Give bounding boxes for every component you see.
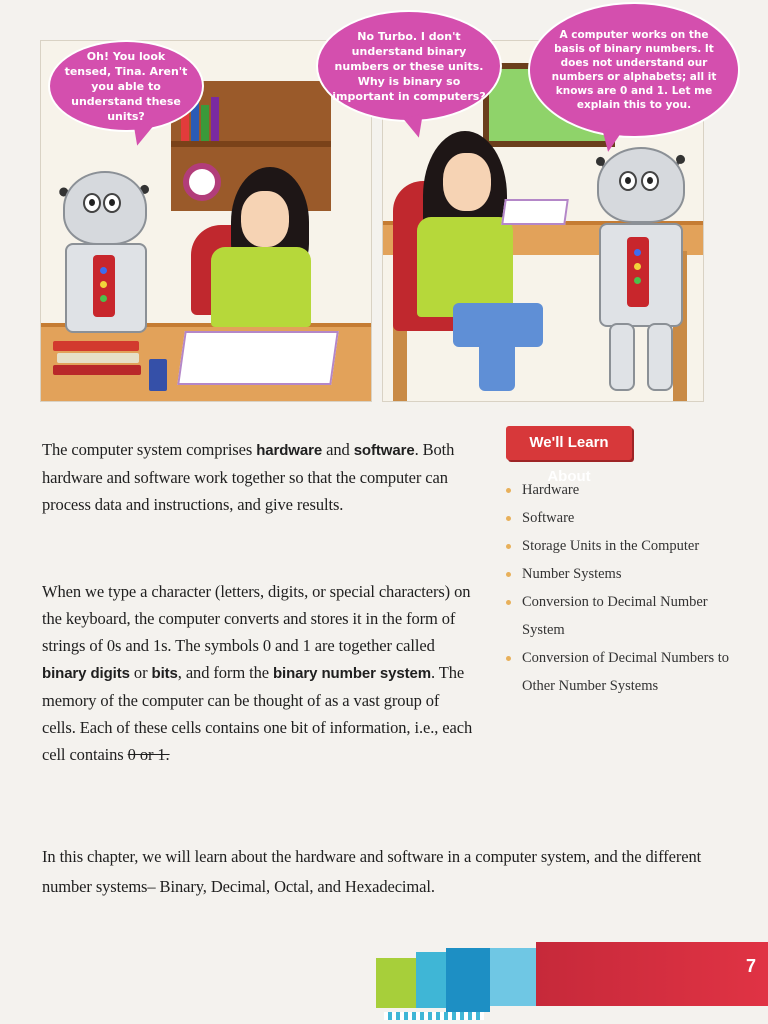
list-item: Conversion of Decimal Numbers to Other Number Systems	[504, 644, 734, 700]
term-binary-number-system: binary number system	[272, 665, 432, 682]
binary-text-tail: 0 or 1.	[127, 745, 170, 764]
notebook	[501, 199, 569, 225]
book	[211, 97, 219, 141]
girl-face	[443, 153, 491, 211]
robot-light	[634, 277, 641, 284]
robot-chest	[627, 237, 649, 307]
shelf-board	[171, 141, 331, 147]
book-stack	[53, 341, 139, 351]
binary-text: or	[129, 663, 152, 682]
robot-eye	[641, 171, 659, 191]
intro-paragraph	[42, 436, 462, 518]
robot-eye	[83, 193, 101, 213]
footer-pixel-block	[416, 952, 446, 1008]
binary-text: . The memory of the computer can be thought of as a vast group of cells. Each of these cells contains one bit of information, i.e., each cell contains	[42, 663, 473, 764]
girl-pants	[479, 341, 515, 391]
robot-light	[100, 267, 107, 274]
binary-text: , and form the	[177, 663, 273, 682]
notebook	[177, 331, 339, 385]
robot-eye	[103, 193, 121, 213]
robot-eye	[619, 171, 637, 191]
girl-face	[241, 191, 289, 247]
term-bits: bits	[151, 665, 178, 682]
book	[201, 105, 209, 141]
list-item: Conversion to Decimal Number System	[504, 588, 734, 644]
intro-text: and	[322, 440, 354, 459]
book-stack	[53, 365, 141, 375]
closing-paragraph: In this chapter, we will learn about the hardware and software in a computer system, and the different number systems– Binary, Decimal, Octal, and Hexadecimal.	[42, 847, 702, 896]
clock	[183, 163, 221, 201]
robot-light	[100, 295, 107, 302]
page-number: 7	[745, 956, 756, 976]
speech-bubble-middle: No Turbo. I don't understand binary numbers or these units. Why is binary so important in computers?	[316, 10, 502, 122]
speech-bubble-tail	[598, 128, 622, 153]
list-item: Storage Units in the Computer	[504, 532, 734, 560]
girl-shirt	[211, 247, 311, 327]
intro-text: The computer system comprises	[42, 440, 257, 459]
pen-cup	[149, 359, 167, 391]
term-hardware: hardware	[256, 442, 323, 459]
girl-shirt	[417, 217, 513, 317]
speech-bubble-right: A computer works on the basis of binary numbers. It does not understand our numbers or alphabets; all it knows are 0 and 1. Let me explain this to you.	[528, 2, 740, 138]
book-stack	[57, 353, 139, 363]
term-binary-digits: binary digits	[42, 665, 130, 682]
binary-text: When we type a character (letters, digits, or special characters) on the keyboard, the computer converts and stores it in the form of strings of 0s and 1s. The symbols 0 and 1 are together called	[42, 582, 471, 655]
list-item: Software	[504, 504, 734, 532]
list-item: Number Systems	[504, 560, 734, 588]
learn-about-badge: We'll Learn About	[506, 426, 632, 460]
list-item: Hardware	[504, 476, 734, 504]
robot-light	[634, 249, 641, 256]
footer-pixel-block	[490, 948, 536, 1006]
learn-about-list	[504, 476, 734, 700]
footer-pixel-block	[376, 958, 416, 1008]
term-software: software	[353, 442, 415, 459]
robot-leg	[647, 323, 673, 391]
footer-pixel-block	[446, 948, 490, 1012]
speech-bubble-left: Oh! You look tensed, Tina. Aren't you able to understand these units?	[48, 40, 204, 132]
binary-paragraph	[42, 578, 474, 768]
intro-text: . Both hardware and software work together so that the computer can process data and instructions, and give results.	[42, 440, 455, 514]
robot-light	[100, 281, 107, 288]
robot-leg	[609, 323, 635, 391]
footer-pixel-row	[384, 1012, 484, 1020]
robot-light	[634, 263, 641, 270]
page-number-box	[536, 942, 768, 1006]
